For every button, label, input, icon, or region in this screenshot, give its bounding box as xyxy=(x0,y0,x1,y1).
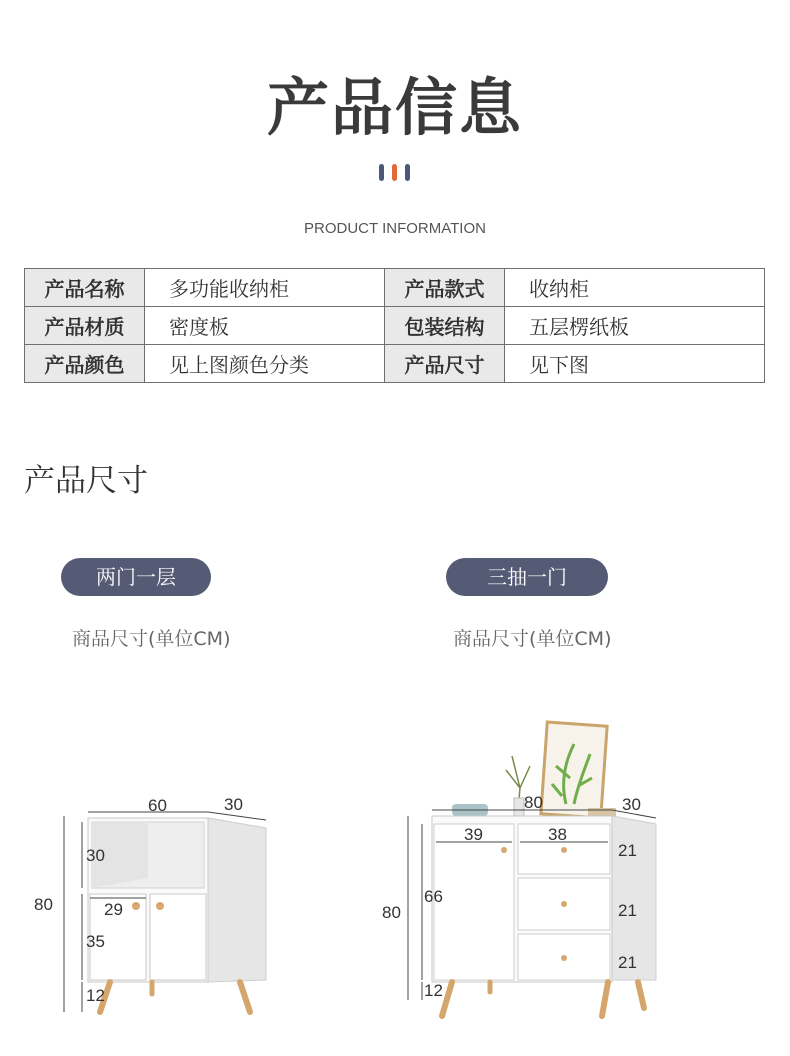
accent-bars xyxy=(379,164,413,182)
cabinet-door xyxy=(434,824,514,980)
variant-pill-three-drawer: 三抽一门 xyxy=(446,558,608,596)
info-key: 产品颜色 xyxy=(25,345,145,383)
label-width: 80 xyxy=(524,793,543,812)
label-total-height: 80 xyxy=(382,903,401,922)
drawer-1-knob xyxy=(561,847,567,853)
size-section-heading: 产品尺寸 xyxy=(24,463,148,499)
cabinet-diagram-two-door xyxy=(0,700,300,1056)
info-value: 收纳柜 xyxy=(505,269,765,307)
accent-bar-3 xyxy=(405,164,410,181)
label-door-height: 35 xyxy=(86,932,105,951)
vase xyxy=(514,798,524,816)
info-value: 密度板 xyxy=(145,307,385,345)
info-value: 见下图 xyxy=(505,345,765,383)
drawer-2-knob xyxy=(561,901,567,907)
product-info-table xyxy=(24,268,765,383)
unit-label-left: 商品尺寸(单位CM) xyxy=(72,628,231,650)
label-door-width: 29 xyxy=(104,900,123,919)
table-row xyxy=(25,269,765,307)
label-total-height: 80 xyxy=(34,895,53,914)
info-key: 产品材质 xyxy=(25,307,145,345)
leg-front-right xyxy=(638,982,644,1008)
leg-front-middle xyxy=(602,982,608,1016)
info-key: 产品尺寸 xyxy=(385,345,505,383)
info-value: 多功能收纳柜 xyxy=(145,269,385,307)
table-row xyxy=(25,345,765,383)
label-drawer-1: 21 xyxy=(618,841,637,860)
label-leg-height: 12 xyxy=(86,986,105,1005)
label-door-height: 66 xyxy=(424,887,443,906)
drawer-3-knob xyxy=(561,955,567,961)
info-value: 见上图颜色分类 xyxy=(145,345,385,383)
label-depth: 30 xyxy=(622,795,641,814)
leg-front-left xyxy=(442,982,452,1016)
table-row xyxy=(25,307,765,345)
left-door-knob xyxy=(132,902,140,910)
label-drawer-3: 21 xyxy=(618,953,637,972)
cabinet-diagram-three-drawer xyxy=(380,700,680,1056)
door-knob xyxy=(501,847,507,853)
label-drawer-2: 21 xyxy=(618,901,637,920)
label-leg-height: 12 xyxy=(424,981,443,1000)
info-key: 包装结构 xyxy=(385,307,505,345)
right-door-knob xyxy=(156,902,164,910)
page-subtitle: PRODUCT INFORMATION xyxy=(304,220,486,237)
label-door-width: 39 xyxy=(464,825,483,844)
leg-front-right xyxy=(240,982,250,1012)
accent-bar-1 xyxy=(379,164,384,181)
label-depth: 30 xyxy=(224,795,243,814)
page-title: 产品信息 xyxy=(266,71,523,144)
cabinet-side xyxy=(208,818,266,982)
info-value: 五层楞纸板 xyxy=(505,307,765,345)
info-key: 产品名称 xyxy=(25,269,145,307)
label-width: 60 xyxy=(148,796,167,815)
label-drawer-width: 38 xyxy=(548,825,567,844)
variant-pill-two-door: 两门一层 xyxy=(61,558,211,596)
accent-bar-2 xyxy=(392,164,397,181)
unit-label-right: 商品尺寸(单位CM) xyxy=(453,628,612,650)
small-box xyxy=(588,808,616,816)
info-key: 产品款式 xyxy=(385,269,505,307)
label-shelf-height: 30 xyxy=(86,846,105,865)
